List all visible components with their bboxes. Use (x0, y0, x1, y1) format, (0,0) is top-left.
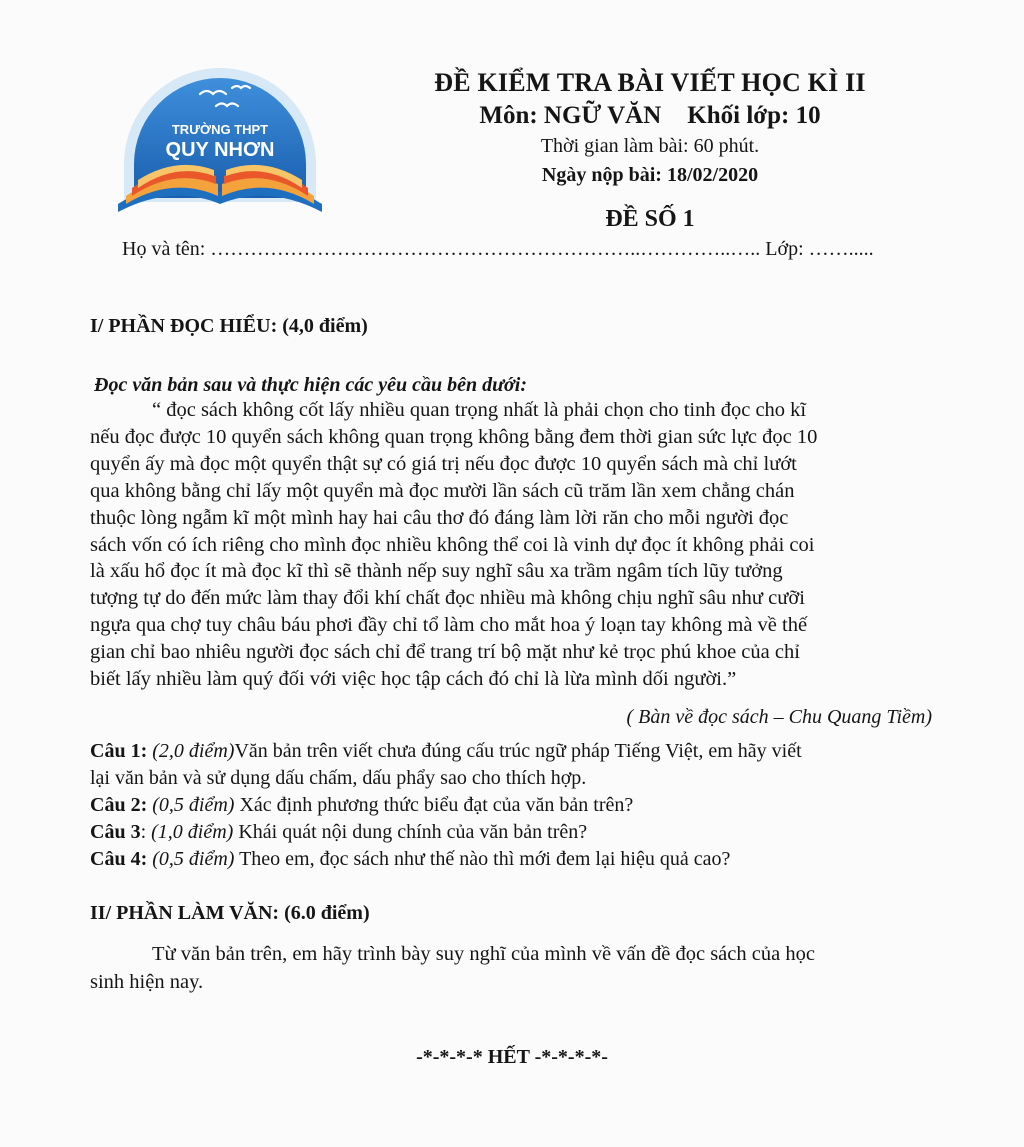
name-class-line: Họ và tên: ………………………………………………………..…………..….. Lớp: ……..... (122, 238, 874, 260)
question-label: Câu 4: (90, 848, 148, 870)
passage-line: quyển ấy mà đọc một quyển thật sự có giá trị nếu đọc được 10 quyển sách mà chỉ lướt (90, 452, 797, 475)
question-text: Theo em, đọc sách như thế nào thì mới đem lại hiệu quả cao? (239, 848, 731, 870)
question-label: Câu 1: (90, 740, 148, 762)
due-date: Ngày nộp bài: 18/02/2020 (541, 164, 759, 186)
part2-heading: II/ PHẦN LÀM VĂN: (6.0 điểm) (90, 902, 370, 924)
passage-line: gian chỉ bao nhiêu người đọc sách chỉ để trang trí bộ mặt như kẻ trọc phú khoe của chỉ (90, 641, 800, 664)
time-limit: Thời gian làm bài: 60 phút. (540, 135, 760, 157)
question-text: Xác định phương thức biểu đạt của văn bản trên? (239, 794, 634, 816)
question-label: Câu 3 (90, 821, 141, 843)
exam-title: ĐỀ KIỂM TRA BÀI VIẾT HỌC KÌ II (434, 68, 866, 97)
school-logo-graphic (112, 52, 328, 214)
question-points: (1,0 điểm) (151, 821, 234, 843)
school-logo (112, 52, 328, 214)
essay-line: Từ văn bản trên, em hãy trình bày suy nghĩ của mình về vấn đề đọc sách của học (152, 943, 815, 965)
exam-number: ĐỀ SỐ 1 (605, 206, 695, 232)
passage-line: “ đọc sách không cốt lấy nhiều quan trọng nhất là phải chọn cho tinh đọc cho kĩ (152, 399, 807, 421)
passage-line: là xấu hổ đọc ít mà đọc kĩ thì sẽ thành nếp suy nghĩ sâu xa trầm ngâm tích lũy tưởng (90, 560, 783, 583)
question-4 (90, 848, 730, 871)
question-text: Khái quát nội dung chính của văn bản trên? (238, 821, 588, 843)
essay-prompt (90, 940, 932, 996)
end-marker: -*-*-*-* HẾT -*-*-*-*- (416, 1046, 608, 1068)
question-label: Câu 2: (90, 794, 148, 816)
passage-line: sách vốn có ích riêng cho mình đọc nhiều không thể coi là vinh dự đọc ít không phải coi (90, 533, 815, 556)
passage-line: nếu đọc được 10 quyển sách không quan trọng không bằng đem thời gian sức lực đọc 10 (90, 425, 818, 448)
essay-line: sinh hiện nay. (90, 971, 204, 993)
question-points: (0,5 điểm) (152, 794, 235, 816)
passage-line: tượng tự do đến mức làm thay đổi khí chất đọc nhiều mà không chịu nghĩ sâu như cưỡi (90, 587, 805, 610)
passage-line: biết lấy nhiều làm quý đối với việc học tập cách đó chỉ là lừa mình dối người.” (90, 668, 737, 691)
question-2 (90, 794, 633, 817)
logo-line1: TRƯỜNG THPT (171, 122, 269, 137)
logo-line2: QUY NHƠN (165, 139, 275, 161)
passage-source: ( Bàn về đọc sách – Chu Quang Tiềm) (626, 706, 932, 728)
passage-line: ngựa qua chợ tuy châu báu phơi đầy chỉ tổ làm cho mắt hoa ý loạn tay không mà về thế (90, 614, 808, 637)
grade-label: Khối lớp: 10 (687, 102, 821, 129)
subject-line (340, 102, 960, 130)
question-1 (90, 740, 802, 763)
subject-label: Môn: NGỮ VĂN (479, 102, 662, 129)
question-1-cont: lại văn bản và sử dụng dấu chấm, dấu phẩy sao cho thích hợp. (90, 767, 587, 789)
question-points: (2,0 điểm) (152, 740, 235, 762)
passage-line: thuộc lòng ngẫm kĩ một mình hay hai câu thơ đó đáng làm lời răn cho mỗi người đọc (90, 506, 789, 529)
part1-heading: I/ PHẦN ĐỌC HIỂU: (4,0 điểm) (90, 315, 368, 337)
instruction: Đọc văn bản sau và thực hiện các yêu cầu bên dưới: (94, 374, 528, 396)
question-points: (0,5 điểm) (152, 848, 235, 870)
reading-passage (90, 397, 932, 693)
question-text: Văn bản trên viết chưa đúng cấu trúc ngữ pháp Tiếng Việt, em hãy viết (234, 740, 802, 762)
passage-line: qua không bằng chỉ lấy một quyển mà đọc mười lần sách cũ trăm lần xem chẳng chán (90, 479, 795, 502)
question-3: Câu 3: (1,0 điểm) Khái quát nội dung chính của văn bản trên? (90, 821, 588, 843)
